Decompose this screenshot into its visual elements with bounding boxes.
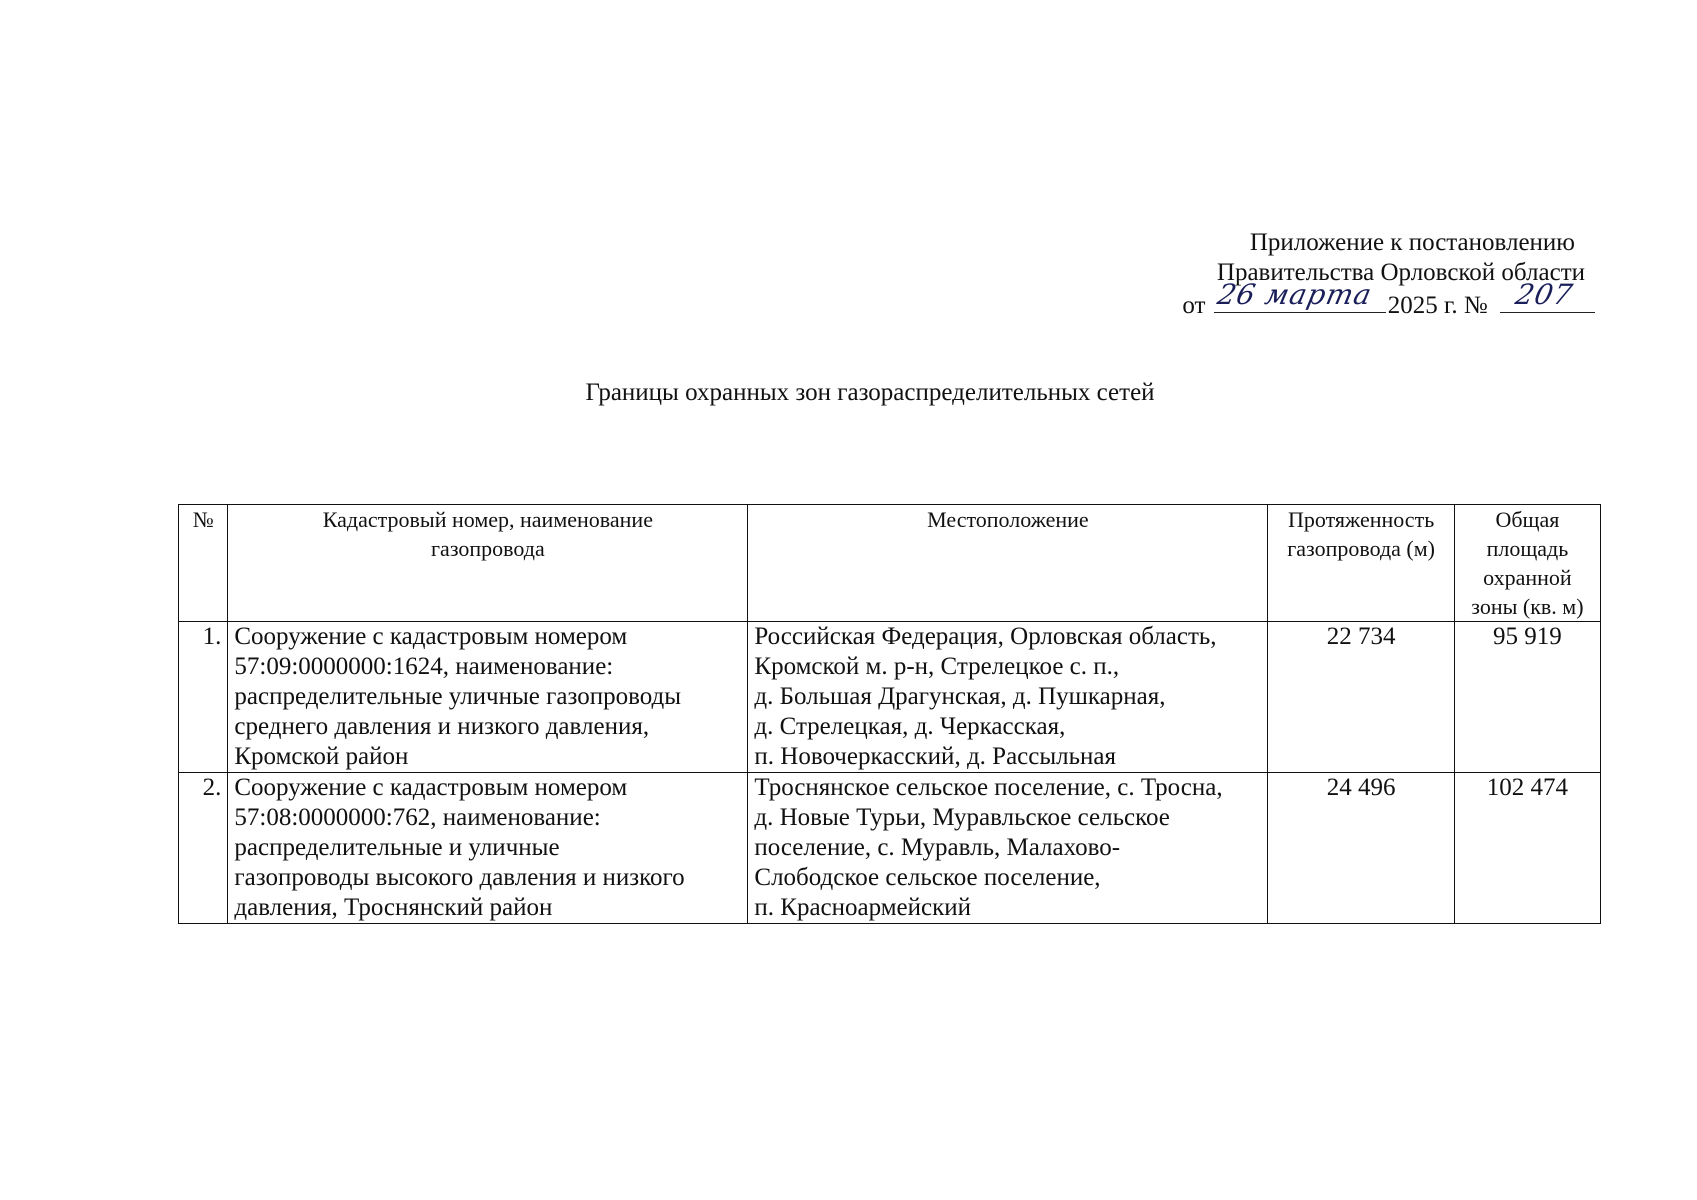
row-location-line: д. Большая Драгунская, д. Пушкарная, bbox=[754, 683, 1166, 710]
table-row bbox=[179, 622, 1601, 773]
approval-line-3 bbox=[1135, 278, 1595, 321]
table-header-row bbox=[179, 505, 1601, 622]
header-length-line: Протяженность bbox=[1288, 507, 1435, 532]
table-row bbox=[179, 773, 1601, 924]
header-area-line: зоны (кв. м) bbox=[1471, 594, 1584, 619]
row-area: 102 474 bbox=[1454, 773, 1600, 924]
handwritten-date: 26 марта bbox=[1214, 278, 1375, 311]
handwritten-number: 207 bbox=[1512, 278, 1577, 311]
row-name-line: газопроводы высокого давления и низкого bbox=[234, 864, 685, 891]
date-blank bbox=[1214, 278, 1386, 313]
row-location-line: п. Красноармейский bbox=[754, 894, 972, 921]
approval-line-2: Правительства Орловской области bbox=[1216, 259, 1585, 286]
row-name-line: Кромской район bbox=[234, 743, 409, 770]
header-num: № bbox=[179, 505, 228, 622]
header-length-line: газопровода (м) bbox=[1287, 536, 1435, 561]
row-location bbox=[748, 622, 1268, 773]
row-name-line: давления, Троснянский район bbox=[234, 894, 553, 921]
row-name bbox=[228, 773, 748, 924]
row-location-line: п. Новочеркасский, д. Рассыльная bbox=[754, 743, 1116, 770]
header-name bbox=[228, 505, 748, 622]
document-title: Границы охранных зон газораспределительных сетей bbox=[585, 379, 1155, 406]
row-name-line: 57:09:0000000:1624, наименование: bbox=[234, 653, 614, 680]
approval-block bbox=[1135, 228, 1595, 321]
number-blank bbox=[1500, 278, 1595, 313]
approval-from-prefix: от bbox=[1182, 292, 1206, 319]
row-name-line: среднего давления и низкого давления, bbox=[234, 713, 650, 740]
approval-year-text: 2025 г. № bbox=[1387, 292, 1488, 319]
row-location-line: поселение, с. Муравль, Малахово- bbox=[754, 834, 1121, 861]
header-area-line: охранной bbox=[1483, 565, 1572, 590]
row-number: 2. bbox=[179, 773, 228, 924]
header-area-line: Общая bbox=[1495, 507, 1560, 532]
row-location-line: д. Стрелецкая, д. Черкасская, bbox=[754, 713, 1066, 740]
row-area: 95 919 bbox=[1454, 622, 1600, 773]
header-area bbox=[1454, 505, 1600, 622]
row-length: 22 734 bbox=[1268, 622, 1454, 773]
row-name-line: Сооружение с кадастровым номером bbox=[234, 774, 628, 801]
row-name-line: распределительные и уличные bbox=[234, 834, 560, 861]
row-length: 24 496 bbox=[1268, 773, 1454, 924]
row-number: 1. bbox=[179, 622, 228, 773]
row-location-line: д. Новые Турьи, Муравльское сельское bbox=[754, 804, 1170, 831]
row-name bbox=[228, 622, 748, 773]
row-location bbox=[748, 773, 1268, 924]
zones-table bbox=[178, 504, 1601, 924]
header-area-line: площадь bbox=[1486, 536, 1569, 561]
row-location-line: Троснянское сельское поселение, с. Тросна, bbox=[754, 774, 1223, 801]
row-name-line: 57:08:0000000:762, наименование: bbox=[234, 804, 601, 831]
row-location-line: Кромской м. р-н, Стрелецкое с. п., bbox=[754, 653, 1120, 680]
row-location-line: Слободское сельское поселение, bbox=[754, 864, 1101, 891]
row-name-line: распределительные уличные газопроводы bbox=[234, 683, 682, 710]
row-name-line: Сооружение с кадастровым номером bbox=[234, 623, 628, 650]
row-location-line: Российская Федерация, Орловская область, bbox=[754, 623, 1217, 650]
header-location: Местоположение bbox=[748, 505, 1268, 622]
approval-line-1: Приложение к постановлению bbox=[1249, 229, 1575, 256]
header-length bbox=[1268, 505, 1454, 622]
header-name-line: газопровода bbox=[431, 536, 545, 561]
header-name-line: Кадастровый номер, наименование bbox=[322, 507, 653, 532]
